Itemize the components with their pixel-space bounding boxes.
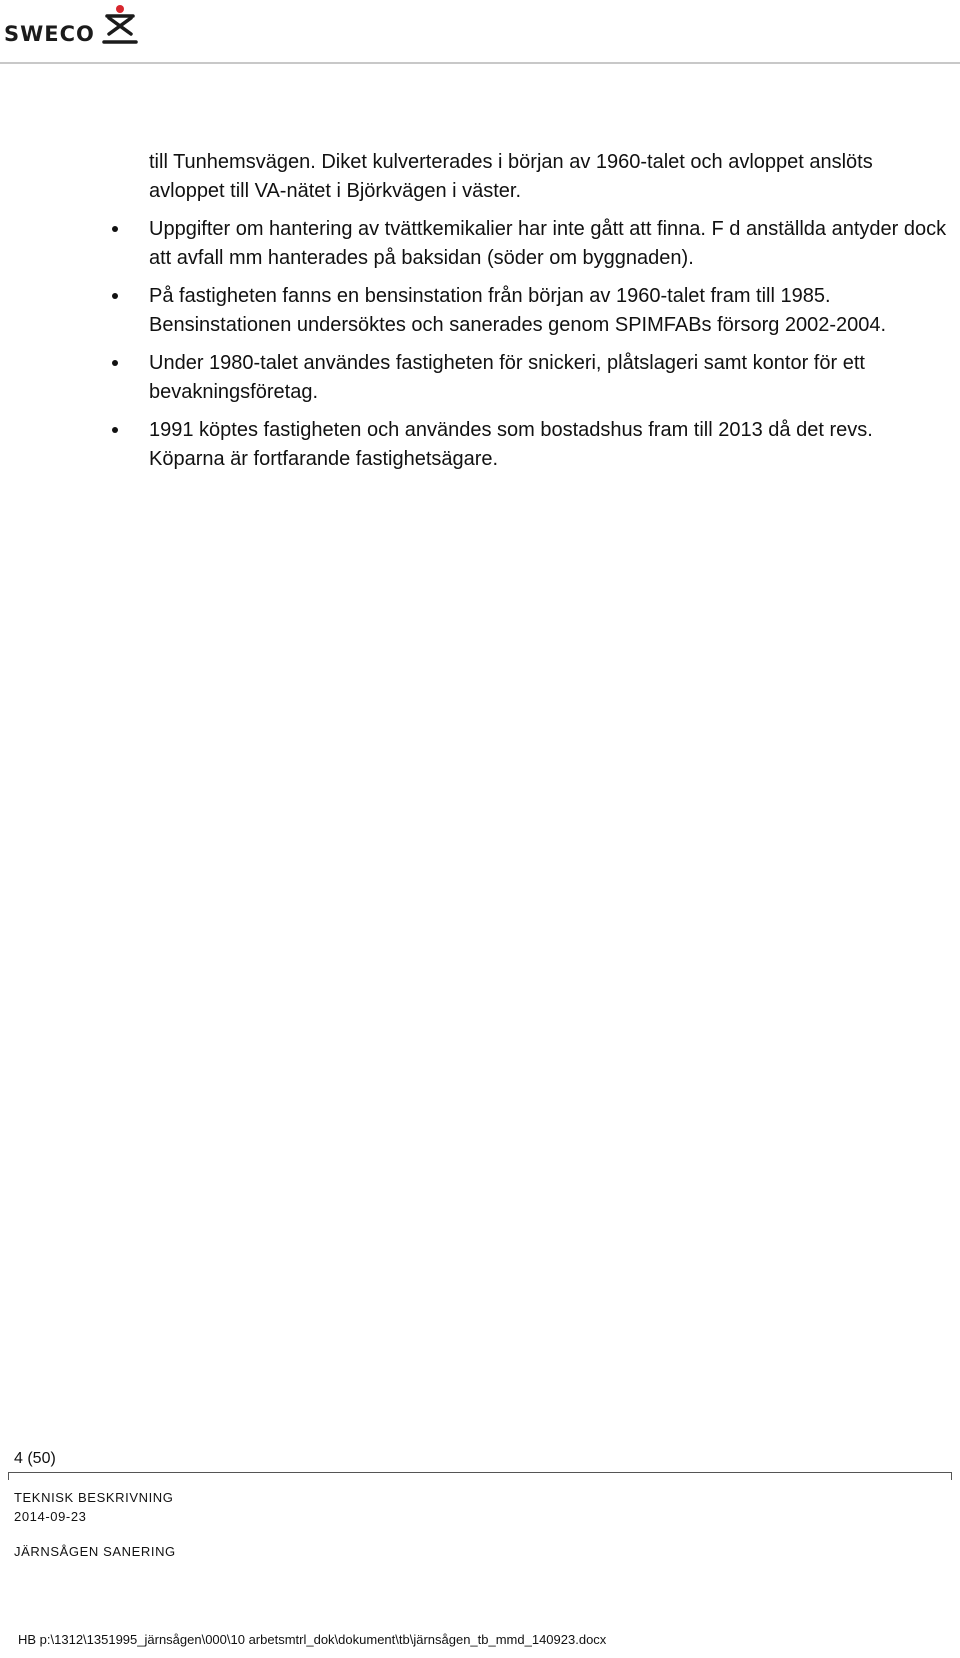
- page-header: [0, 0, 960, 64]
- bullet-text: 1991 köptes fastigheten och användes som bostadshus fram till 2013 då det revs. Köparna är fortfarande fastighetsägare.: [149, 419, 873, 470]
- document-type: TEKNISK BESKRIVNING: [14, 1490, 174, 1505]
- file-path: HB p:\1312\1351995_järnsågen\000\10 arbetsmtrl_dok\dokument\tb\järnsågen_tb_mmd_140923.docx: [18, 1632, 607, 1647]
- bullet-item: [149, 349, 949, 407]
- footer-divider: [8, 1472, 952, 1473]
- logo-text: SWECO: [4, 22, 95, 46]
- bullet-icon: [112, 293, 118, 299]
- sweco-logo-icon: [100, 4, 140, 48]
- page-number: 4 (50): [14, 1450, 56, 1467]
- footer-divider-tick-left: [8, 1472, 9, 1480]
- bullet-icon: [112, 226, 118, 232]
- header-divider: [0, 62, 960, 64]
- bullet-text: På fastigheten fanns en bensinstation från början av 1960-talet fram till 1985. Bensinstationen undersöktes och sanerades genom SPIMFABs försorg 2002-2004.: [149, 285, 887, 336]
- bullet-text: Uppgifter om hantering av tvättkemikalier har inte gått att finna. F d anställda antyder dock att avfall mm hanterades på baksidan (söder om byggnaden).: [149, 218, 947, 269]
- bullet-icon: [112, 360, 118, 366]
- project-name: JÄRNSÅGEN SANERING: [14, 1544, 176, 1559]
- footer-divider-tick-right: [951, 1472, 952, 1480]
- document-body: [149, 148, 949, 483]
- sweco-logo: [4, 4, 144, 48]
- bullet-item: [149, 282, 949, 340]
- bullet-item: [149, 416, 949, 474]
- bullet-item: [149, 215, 949, 273]
- bullet-text: Under 1980-talet användes fastigheten för snickeri, plåtslageri samt kontor för ett bevakningsföretag.: [149, 352, 865, 403]
- bullet-list: [149, 215, 949, 474]
- document-date: 2014-09-23: [14, 1509, 87, 1524]
- continuation-paragraph: till Tunhemsvägen. Diket kulverterades i början av 1960-talet och avloppet anslöts avloppet till VA-nätet i Björkvägen i väster.: [149, 151, 873, 202]
- bullet-icon: [112, 427, 118, 433]
